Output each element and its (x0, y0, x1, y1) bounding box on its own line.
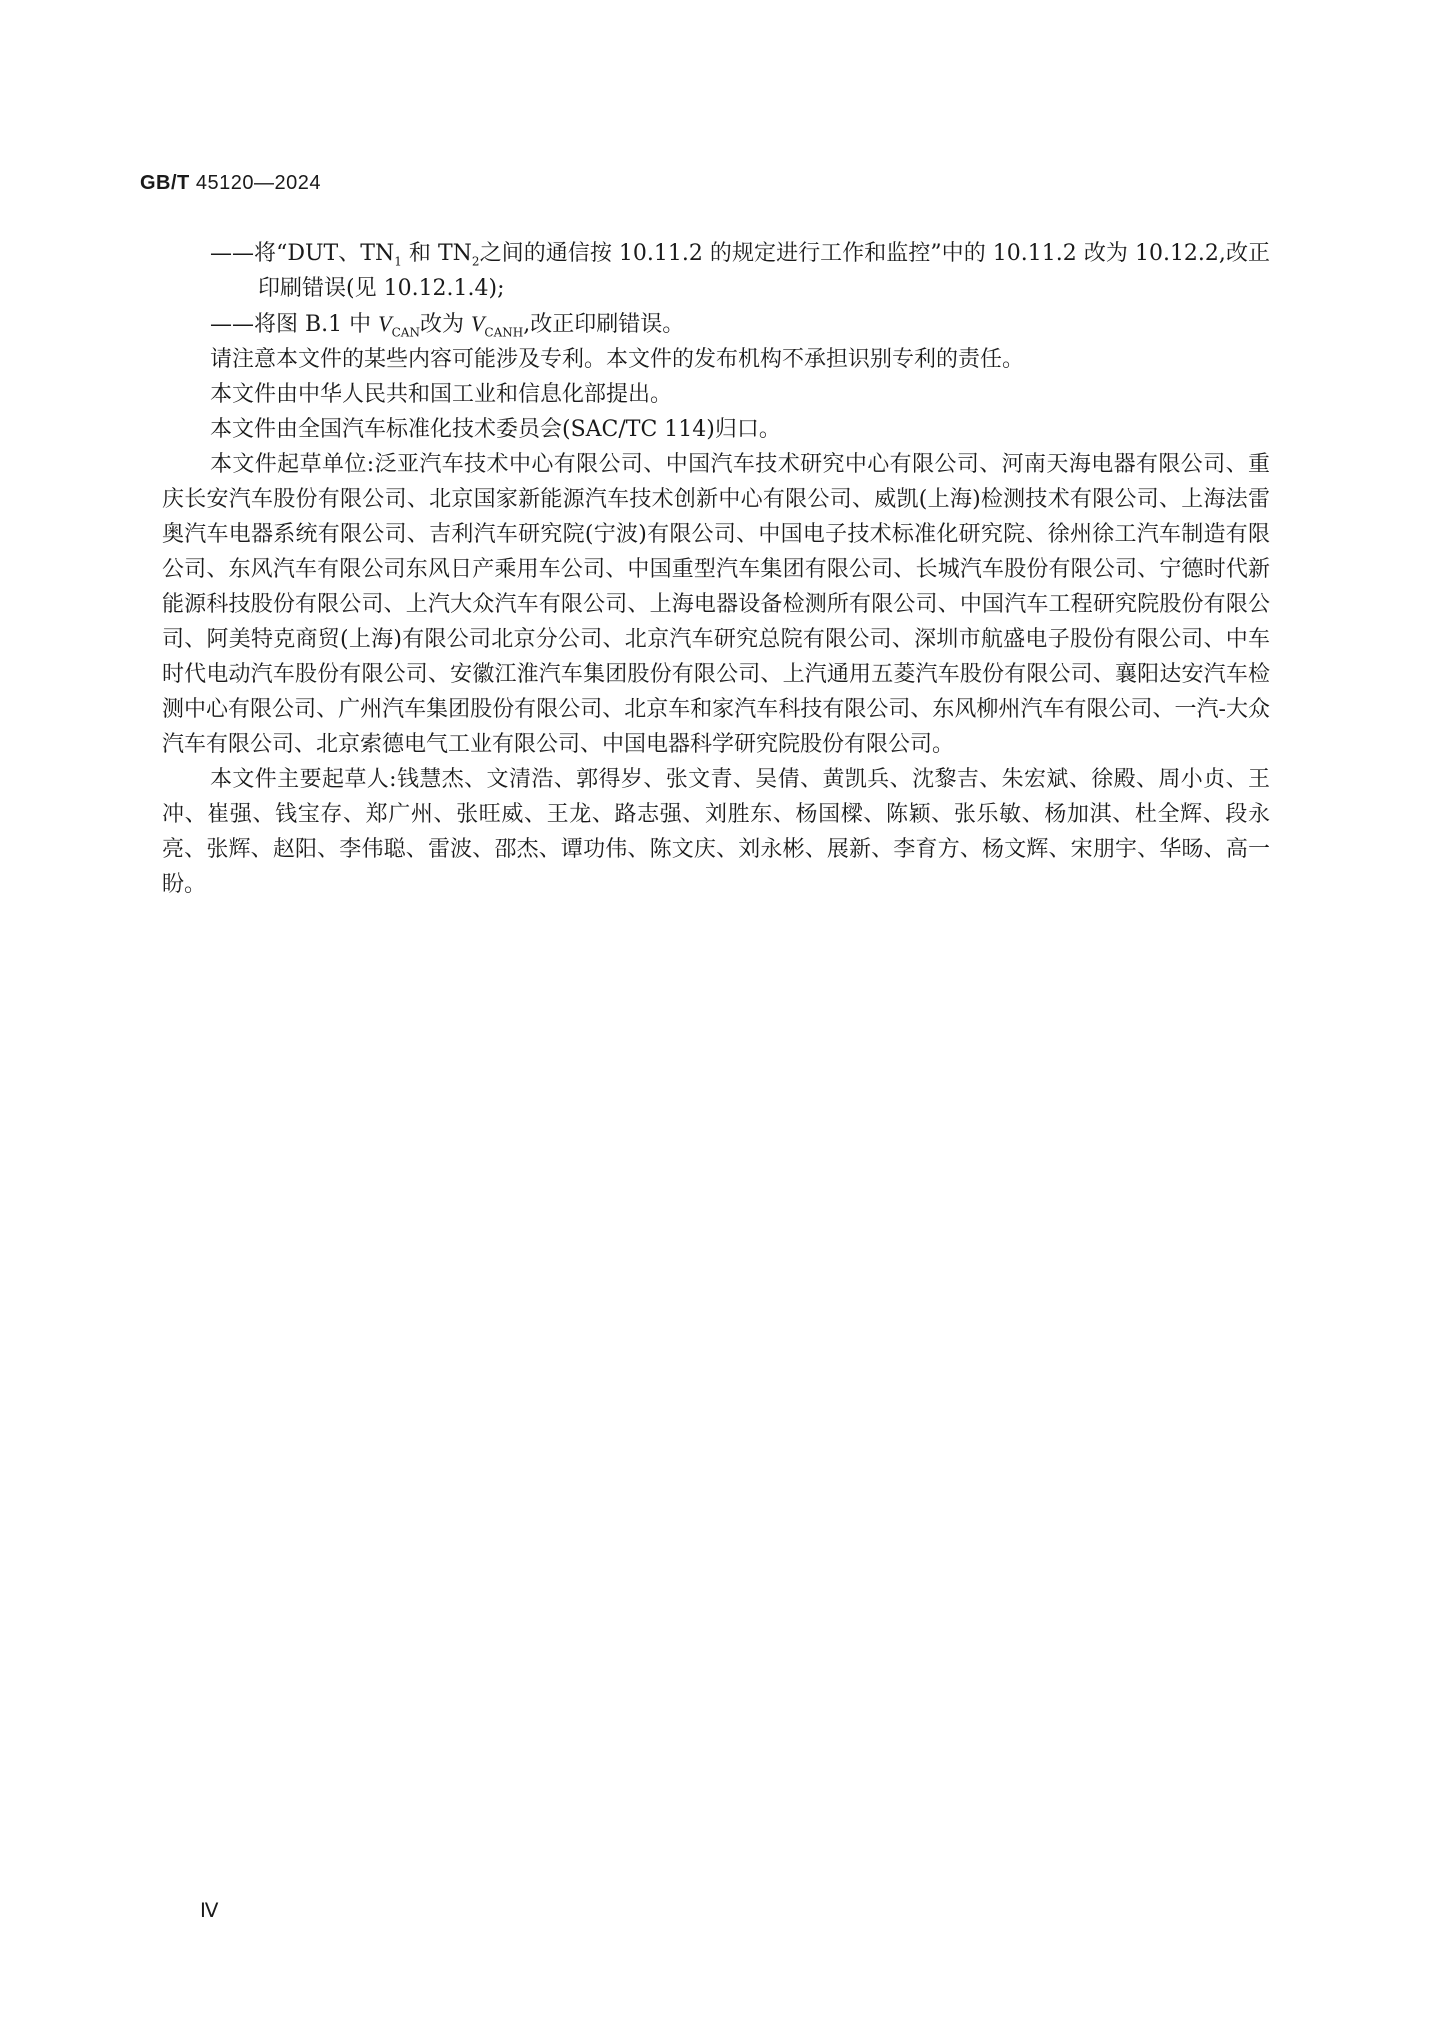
patent-notice: 请注意本文件的某些内容可能涉及专利。本文件的发布机构不承担识别专利的责任。 (210, 347, 1025, 372)
standard-number: 45120—2024 (195, 172, 321, 194)
drafters: 本文件主要起草人:钱慧杰、文清浩、郭得岁、张文青、吴倩、黄凯兵、沈黎吉、朱宏斌、徐殿、周小贞、王冲、崔强、钱宝存、郑广州、张旺威、王龙、路志强、刘胜东、杨国樑、陈颖、张乐敏、杨加淇、杜全辉、段永亮、张辉、赵阳、李伟聪、雷波、邵杰、谭功伟、陈文庆、刘永彬、展新、李育方、杨文辉、宋朋宇、华旸、高一盼。 (162, 767, 1270, 897)
standard-prefix: GB/T (140, 172, 190, 194)
proposed-by: 本文件由中华人民共和国工业和信息化部提出。 (210, 382, 673, 407)
amendment-item-2: ——将图 B.1 中 $V_{CAN}$改为 $V_{CANH}$,改正印刷错误。 (210, 311, 685, 340)
page-number: Ⅳ (200, 1900, 219, 1922)
document-body (162, 236, 1271, 902)
managed-by: 本文件由全国汽车标准化技术委员会(SAC/TC 114)归口。 (210, 417, 781, 442)
drafting-units: 本文件起草单位:泛亚汽车技术中心有限公司、中国汽车技术研究中心有限公司、河南天海电器有限公司、重庆长安汽车股份有限公司、北京国家新能源汽车技术创新中心有限公司、威凯(上海)检测技术有限公司、上海法雷奥汽车电器系统有限公司、吉利汽车研究院(宁波)有限公司、中国电子技术标准化研究院、徐州徐工汽车制造有限公司、东风汽车有限公司东风日产乘用车公司、中国重型汽车集团有限公司、长城汽车股份有限公司、宁德时代新能源科技股份有限公司、上汽大众汽车有限公司、上海电器设备检测所有限公司、中国汽车工程研究院股份有限公司、阿美特克商贸(上海)有限公司北京分公司、北京汽车研究总院有限公司、深圳市航盛电子股份有限公司、中车时代电动汽车股份有限公司、安徽江淮汽车集团股份有限公司、上汽通用五菱汽车股份有限公司、襄阳达安汽车检测中心有限公司、广州汽车集团股份有限公司、北京车和家汽车科技有限公司、东风柳州汽车有限公司、一汽-大众汽车有限公司、北京索德电气工业有限公司、中国电器科学研究院股份有限公司。 (162, 452, 1270, 757)
standard-code (140, 172, 321, 195)
amendment-item-1: ——将“DUT、$TN_1$ 和 $TN_2$之间的通信按 10.11.2 的规定进行工作和监控”中的 10.11.2 改为 10.12.2,改正印刷错误(见 10.12.1.4); (210, 241, 1271, 301)
